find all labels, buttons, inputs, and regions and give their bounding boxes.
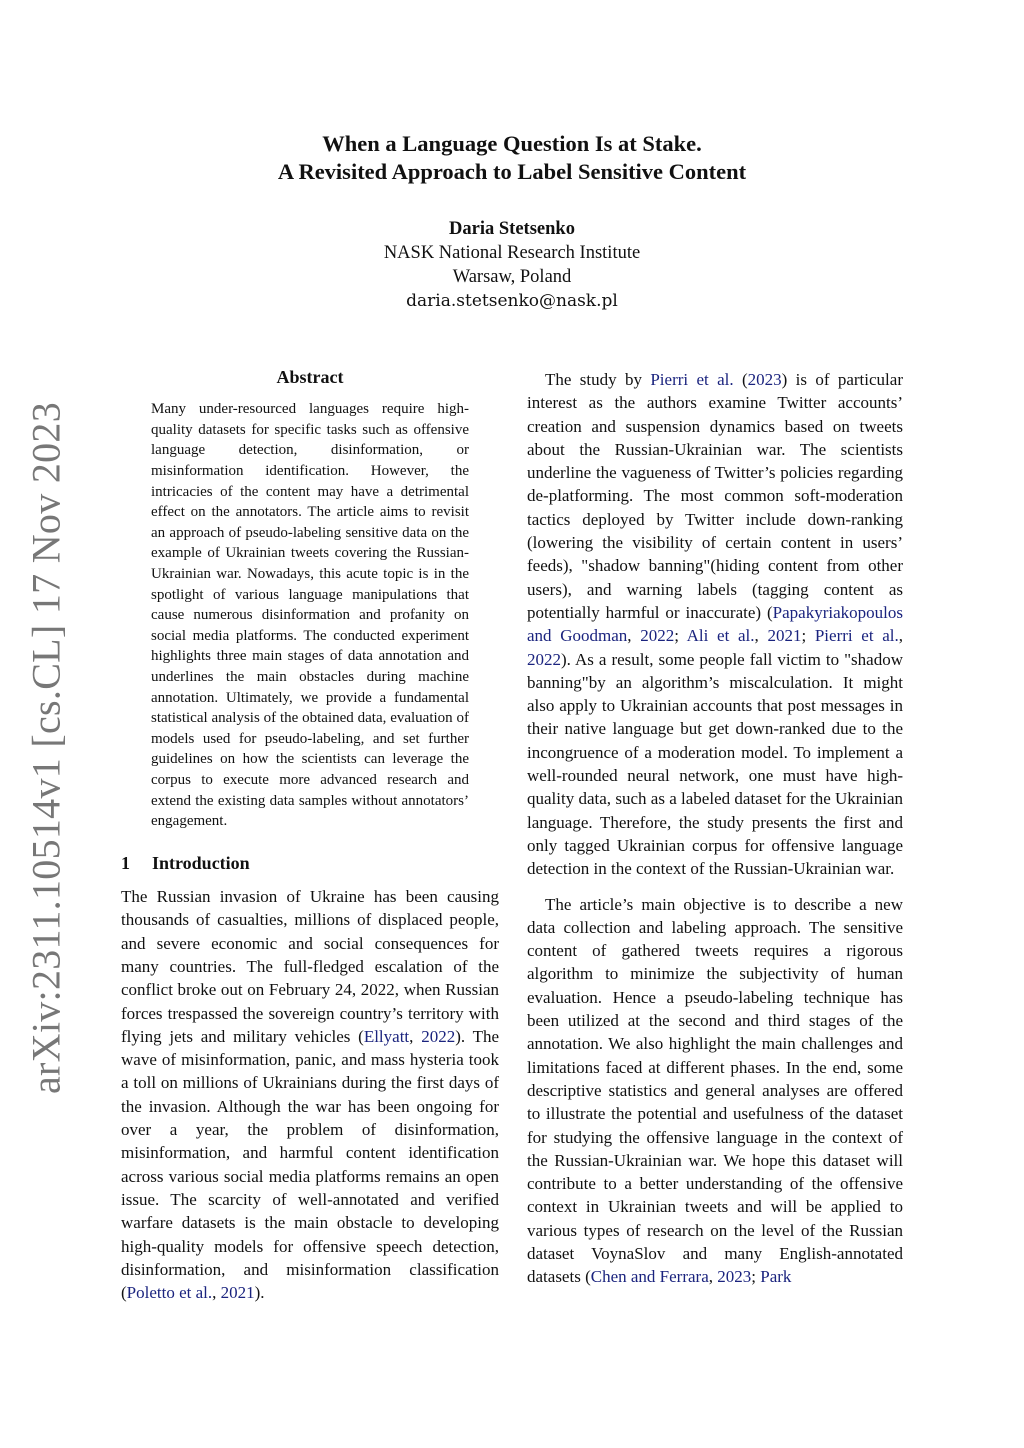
text-run: The Russian invasion of Ukraine has been causing thousands of casualties, millions of displaced people, and severe economic and social consequences for many countries. The full-fledged escalation of the conflict broke out on February 24, 2022, when Russian forces trespassed the sovereign country’s territory with flying jets and military vehicles ( <box>121 887 499 1046</box>
text-run: , <box>212 1283 221 1303</box>
citation-link[interactable]: 2022 <box>640 626 675 646</box>
left-column <box>121 366 499 1304</box>
text-run: ). The wave of misinformation, panic, and mass hysteria took a toll on millions of Ukrainians during the first days of the invasion. Although the war has been ongoing for over a year, the problem of disinformation, misinformation, and harmful content identification across various social media platforms remains an open issue. The scarcity of well-annotated and verified warfare datasets is the main obstacle to developing high-quality models for offensive speech detection, disinformation, and misinformation classification ( <box>121 1026 499 1303</box>
citation-link[interactable]: Poletto et al. <box>126 1283 213 1303</box>
text-run: The article’s main objective is to describe a new data collection and labeling approach. The sensitive content of gathered tweets requires a rigorous algorithm to minimize the subjectivity of human evaluation. Hence a pseudo-labeling technique has been utilized at the second and third stages of the annotation. We also highlight the main challenges and limitations faced at different phases. In the end, some descriptive statistics and general analyses are offered to illustrate the potential and usefulness of the dataset for studying the offensive language in the context of the Russian-Ukrainian war. We hope this dataset will contribute to a better understanding of the offensive context in Ukrainian tweets and will be applied to various types of research on the level of the Russian dataset VoynaSlov and many English-annotated datasets ( <box>527 894 903 1287</box>
text-run: ). As a result, some people fall victim to "shadow banning"by an algorithm’s miscalculation. It might also apply to Ukrainian accounts that post messages in their native language but get down-ranked due to the incongruence of a moderation model. To implement a well-rounded neural network, one must have high-quality data, such as a labeled dataset for the Ukrainian language. Therefore, the study presents the first and only tagged Ukrainian corpus for offensive language detection in the context of the Russian-Ukrainian war. <box>527 649 903 879</box>
citation-link[interactable]: Park <box>760 1267 792 1287</box>
author-block <box>0 217 1024 313</box>
citation-link[interactable]: Pierri et al. <box>650 370 734 389</box>
citation-link[interactable]: 2023 <box>747 370 782 389</box>
citation-link[interactable]: 2022 <box>527 649 561 669</box>
section-heading-introduction <box>121 852 499 875</box>
section-title: Introduction <box>152 852 250 873</box>
abstract-heading: Abstract <box>276 367 344 387</box>
text-run: ; <box>801 626 815 646</box>
text-run: ; <box>751 1267 761 1287</box>
citation-link[interactable]: Chen and Ferrara <box>590 1267 709 1287</box>
text-run: , <box>754 626 768 646</box>
section-number: 1 <box>121 852 130 873</box>
right-column <box>527 368 903 1289</box>
author-affiliation: NASK National Research Institute <box>383 243 641 263</box>
author-location: Warsaw, Poland <box>452 267 572 287</box>
text-run: ). <box>254 1283 265 1303</box>
arxiv-identifier-stamp: arXiv:2311.10514v1 [cs.CL] 17 Nov 2023 <box>23 401 69 1095</box>
citation-link[interactable]: 2021 <box>767 626 802 646</box>
citation-link[interactable]: 2022 <box>421 1026 456 1046</box>
author-email: daria.stetsenko@nask.pl <box>406 291 618 311</box>
title-line-1: When a Language Question Is at Stake. <box>322 131 702 156</box>
citation-link[interactable]: Ellyatt <box>363 1026 410 1046</box>
text-run: The study by <box>545 370 651 389</box>
paper-title <box>0 130 1024 186</box>
citation-link[interactable]: 2023 <box>717 1267 752 1287</box>
right-paragraph-2 <box>527 893 903 1289</box>
text-run: , <box>409 1026 422 1046</box>
text-run: ; <box>674 626 687 646</box>
text-run: ) is of particular interest as the authors examine Twitter accounts’ creation and suspension dynamics based on tweets about the Russian-Ukrainian war. The scientists underline the vagueness of Twitter’s policies regarding de-platforming. The most common soft-moderation tactics deployed by Twitter include down-ranking (lowering the visibility of certain content in users’ feeds), "shadow banning"(hiding content from other users), and warning labels (tagging content as potentially harmful or inaccurate) ( <box>527 370 903 622</box>
right-paragraph-1 <box>527 368 903 881</box>
text-run: , <box>708 1267 718 1287</box>
intro-paragraph-1 <box>121 885 499 1304</box>
text-run: , <box>898 626 903 646</box>
citation-link[interactable]: Ali et al. <box>686 626 755 646</box>
title-line-2: A Revisited Approach to Label Sensitive Content <box>277 159 747 184</box>
abstract-text: Many under-resourced languages require high-quality datasets for specific tasks such as offensive language detection, disinformation, or misinformation identification. However, the intricacies of the content may have a detrimental effect on the annotators. The article aims to revisit an approach of pseudo-labeling sensitive data on the example of Ukrainian tweets covering the Russian-Ukrainian war. Nowadays, this acute topic is in the spotlight of various language manipulations that cause numerous disinformation and profanity on social media platforms. The conducted experiment highlights three main stages of data annotation and underlines the main obstacles during machine annotation. Ultimately, we provide a fundamental statistical analysis of the obtained data, evaluation of models used for pseudo-labeling, and set further guidelines on how the scientists can leverage the corpus to execute more advanced research and extend the existing data samples without annotators’ engagement. <box>151 401 469 830</box>
text-run: , <box>627 626 641 646</box>
citation-link[interactable]: Pierri et al. <box>814 626 899 646</box>
citation-link[interactable]: Papakyriakopoulos and Goodman <box>527 602 903 646</box>
citation-link[interactable]: 2021 <box>220 1283 255 1303</box>
author-name: Daria Stetsenko <box>449 219 575 239</box>
text-run: ( <box>733 370 748 389</box>
